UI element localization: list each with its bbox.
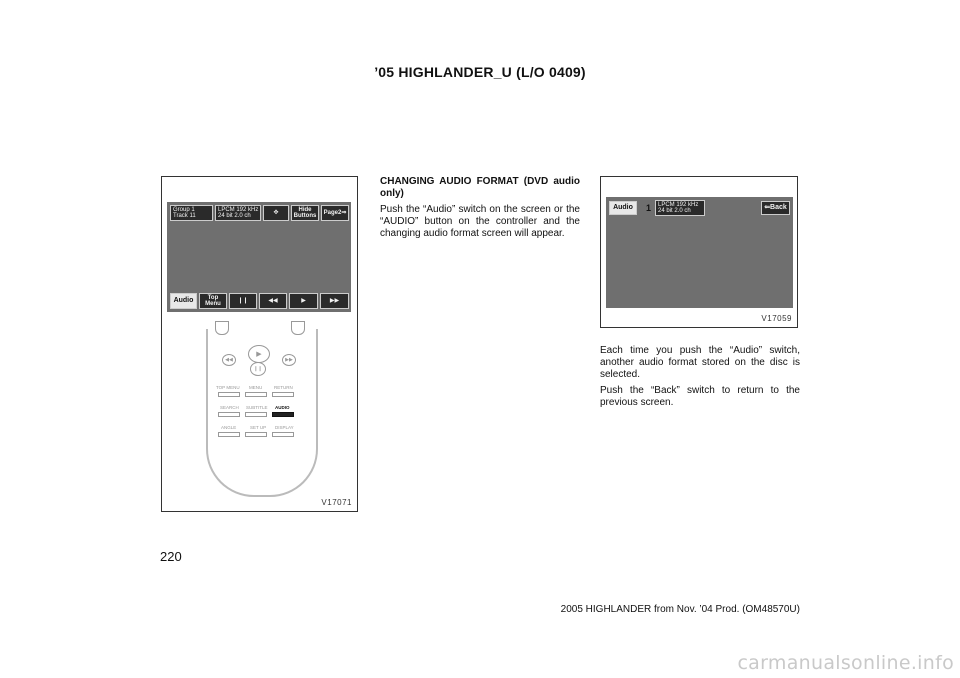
label-audio: AUDIO: [275, 405, 290, 410]
label-return: RETURN: [274, 385, 293, 390]
figure2-code: V17059: [761, 314, 792, 323]
top-menu-button[interactable]: Top Menu: [199, 293, 227, 309]
page-number: 220: [160, 549, 182, 564]
figure-dvd-screen-and-remote: [161, 176, 358, 512]
remote-top-menu-button[interactable]: [218, 392, 240, 397]
remote-menu-button[interactable]: [245, 392, 267, 397]
audio-format-info: LPCM 192 kHz 24 bit 2.0 ch: [655, 200, 705, 216]
right-text-column: [600, 345, 800, 413]
rewind-button[interactable]: ◀◀: [259, 293, 287, 309]
audio-format-info: LPCM 192 kHz 24 bit 2.0 ch: [215, 205, 261, 221]
remote-angle-button[interactable]: [218, 432, 240, 437]
remote-pause-button[interactable]: ❙❙: [250, 362, 266, 376]
remote-return-button[interactable]: [272, 392, 294, 397]
remote-controller: [206, 329, 318, 497]
right-paragraph-1: Each time you push the “Audio” switch, another audio format stored on the disc is selected.: [600, 345, 800, 380]
back-switch[interactable]: ⇐Back: [761, 201, 790, 215]
right-paragraph-2: Push the “Back” switch to return to the previous screen.: [600, 385, 800, 408]
header-title: ’05 HIGHLANDER_U (L/O 0409): [374, 64, 586, 80]
watermark: carmanualsonline.info: [737, 652, 954, 674]
hide-buttons-button[interactable]: Hide Buttons: [291, 205, 319, 221]
remote-subtitle-button[interactable]: [245, 412, 267, 417]
label-set-up: SET UP: [250, 425, 267, 430]
label-top-menu: TOP MENU: [216, 385, 240, 390]
label-display: DISPLAY: [275, 425, 294, 430]
page2-button[interactable]: Page2⇒: [321, 205, 349, 221]
remote-search-button[interactable]: [218, 412, 240, 417]
group-track-info: Group 1 Track 11: [170, 205, 213, 221]
audio-format-screen: [606, 197, 793, 308]
remote-audio-button[interactable]: [272, 412, 294, 417]
remote-next-button[interactable]: ▶▶: [282, 354, 296, 366]
remote-set-up-button[interactable]: [245, 432, 267, 437]
move-cursor-button[interactable]: [263, 205, 289, 221]
remote-top-left-key[interactable]: [215, 321, 229, 335]
section-heading: CHANGING AUDIO FORMAT (DVD audio only): [380, 176, 580, 199]
text-column: [380, 176, 580, 244]
remote-prev-button[interactable]: ◀◀: [222, 354, 236, 366]
audio-format-number: 1: [646, 203, 652, 213]
audio-switch[interactable]: Audio: [609, 201, 637, 215]
pause-button[interactable]: ❙❙: [229, 293, 257, 309]
remote-play-button[interactable]: ▶: [248, 345, 270, 363]
remote-display-button[interactable]: [272, 432, 294, 437]
label-angle: ANGLE: [221, 425, 237, 430]
figure-audio-format-screen: [600, 176, 798, 328]
move-cursor-icon: ✥: [273, 210, 279, 216]
section-paragraph: Push the “Audio” switch on the screen or the “AUDIO” button on the controller and the changing audio format screen will appear.: [380, 204, 580, 239]
label-subtitle: SUBTITLE: [246, 405, 268, 410]
audio-button[interactable]: Audio: [170, 293, 197, 309]
label-search: SEARCH: [220, 405, 239, 410]
fast-forward-button[interactable]: ▶▶: [320, 293, 349, 309]
figure1-code: V17071: [321, 498, 352, 507]
label-menu: MENU: [249, 385, 263, 390]
footer-text: 2005 HIGHLANDER from Nov. ’04 Prod. (OM48570U): [560, 604, 800, 615]
remote-top-right-key[interactable]: [291, 321, 305, 335]
dvd-screen: [167, 202, 351, 312]
play-button[interactable]: ▶: [289, 293, 318, 309]
